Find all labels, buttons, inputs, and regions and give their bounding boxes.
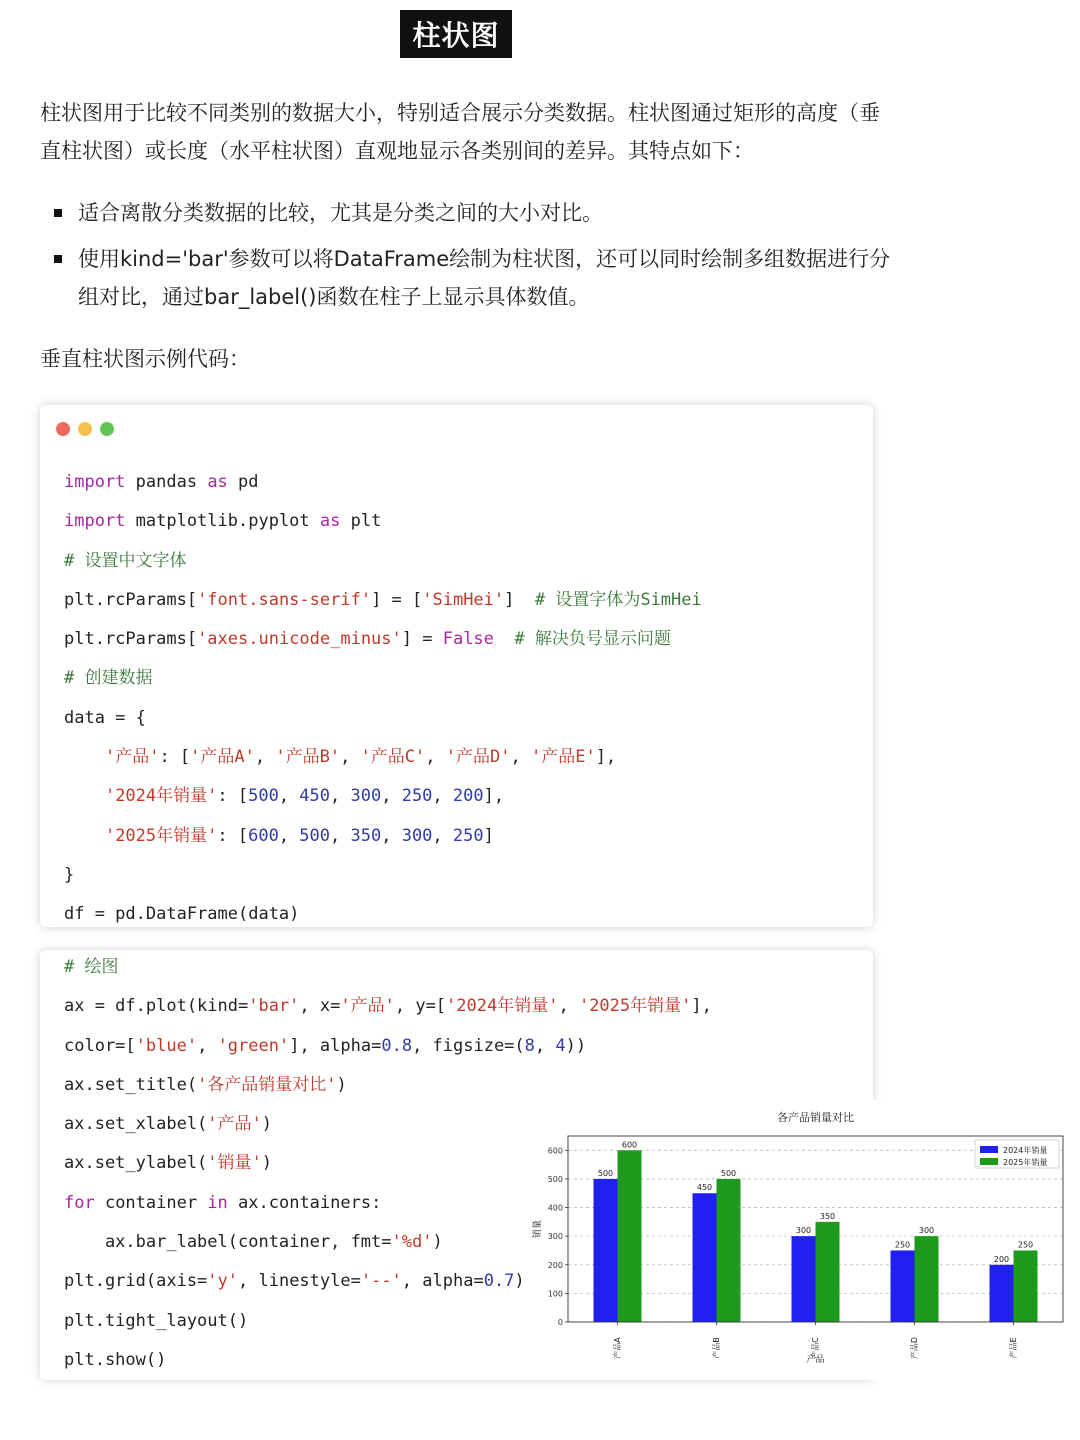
close-dot-icon bbox=[56, 422, 70, 436]
code-token: 'axes.unicode_minus' bbox=[197, 629, 402, 650]
window-controls bbox=[56, 422, 114, 436]
code-token: '产品E' bbox=[530, 747, 596, 768]
code-token: 350 bbox=[350, 825, 382, 846]
list-item bbox=[54, 240, 904, 316]
code-token: ] = [ bbox=[371, 589, 423, 610]
code-token: '产品D' bbox=[445, 747, 511, 768]
x-tick-label: 产品E bbox=[1009, 1337, 1018, 1359]
code-token: data = { bbox=[64, 707, 146, 728]
code-token: False bbox=[442, 629, 494, 650]
bar-value-label: 500 bbox=[720, 1168, 737, 1178]
bar-value-label: 300 bbox=[918, 1226, 935, 1236]
bar-value-label: 500 bbox=[597, 1168, 614, 1178]
bar-chart bbox=[530, 1100, 1075, 1380]
code-token: , x= bbox=[299, 996, 341, 1017]
bar bbox=[717, 1179, 741, 1322]
code-token: : [ bbox=[217, 825, 249, 846]
code-token: , bbox=[278, 786, 300, 807]
code-token bbox=[64, 786, 105, 806]
x-axis-label: 产品 bbox=[806, 1355, 825, 1365]
y-tick-label: 500 bbox=[547, 1174, 563, 1184]
code-token: in bbox=[207, 1192, 228, 1213]
code-token: ] bbox=[483, 825, 494, 846]
code-token: , bbox=[330, 825, 351, 846]
code-token: plt.grid(axis= bbox=[64, 1271, 208, 1292]
bar-value-label: 200 bbox=[993, 1254, 1010, 1264]
code-token: as bbox=[319, 511, 341, 532]
code-token: ], bbox=[595, 747, 617, 768]
legend-swatch bbox=[980, 1146, 998, 1153]
legend-swatch bbox=[980, 1158, 998, 1165]
code-token: , y=[ bbox=[394, 996, 447, 1017]
bar bbox=[594, 1179, 618, 1322]
y-tick-label: 400 bbox=[547, 1203, 563, 1213]
bar bbox=[693, 1193, 717, 1322]
code-line bbox=[64, 1027, 712, 1066]
code-token: '%d' bbox=[391, 1232, 433, 1253]
code-token: 4 bbox=[555, 1035, 566, 1056]
code-token: plt.rcParams[ bbox=[64, 589, 198, 610]
feature-list bbox=[54, 194, 904, 324]
section-subheading: 垂直柱状图示例代码： bbox=[40, 347, 250, 371]
code-token: , bbox=[381, 786, 402, 807]
code-token: 'green' bbox=[217, 1035, 290, 1056]
code-line bbox=[64, 895, 702, 934]
code-line bbox=[64, 463, 702, 502]
code-token: plt.rcParams[ bbox=[64, 629, 198, 650]
code-token: ax.bar_label(container, fmt= bbox=[64, 1232, 392, 1253]
code-token: 'font.sans-serif' bbox=[197, 589, 372, 610]
code-token: 'blue' bbox=[135, 1035, 198, 1056]
code-token: , bbox=[432, 786, 453, 807]
code-line bbox=[64, 542, 702, 581]
code-token: '产品B' bbox=[275, 747, 341, 768]
bar-value-label: 350 bbox=[819, 1211, 836, 1221]
list-item bbox=[54, 194, 904, 232]
y-axis-label: 销量 bbox=[533, 1219, 543, 1239]
code-token: 'SimHei' bbox=[422, 589, 505, 610]
code-token: ] = bbox=[401, 629, 443, 650]
code-token: , bbox=[254, 747, 276, 768]
code-token: ], bbox=[691, 996, 712, 1017]
code-token: , bbox=[534, 1035, 556, 1056]
bar-value-label: 250 bbox=[894, 1240, 911, 1250]
intro-paragraph bbox=[40, 94, 900, 170]
code-token: , bbox=[558, 996, 579, 1017]
y-tick-label: 0 bbox=[557, 1318, 563, 1327]
legend-label: 2025年销量 bbox=[1003, 1158, 1048, 1167]
code-line bbox=[64, 856, 702, 895]
code-token: : [ bbox=[159, 747, 191, 768]
code-token: , bbox=[330, 786, 351, 807]
code-token: 0.7 bbox=[483, 1271, 515, 1292]
code-token: , bbox=[197, 1035, 218, 1056]
code-token: # 解决负号显示问题 bbox=[514, 629, 671, 650]
code-token: 250 bbox=[452, 825, 484, 846]
maximize-dot-icon bbox=[100, 422, 114, 436]
code-token: ) bbox=[261, 1114, 273, 1135]
code-token: container bbox=[94, 1192, 208, 1213]
code-token: '各产品销量对比' bbox=[197, 1074, 337, 1095]
code-token: df = pd.DataFrame(data) bbox=[64, 904, 300, 925]
code-line bbox=[64, 659, 702, 698]
code-token: # 绘图 bbox=[64, 957, 119, 977]
code-token: 500 bbox=[248, 786, 279, 807]
code-token: , figsize=( bbox=[412, 1035, 525, 1056]
code-token: , bbox=[381, 825, 402, 846]
code-token: , bbox=[340, 747, 361, 768]
code-token: matplotlib.pyplot bbox=[125, 511, 320, 532]
code-token: # 设置字体为SimHei bbox=[534, 589, 702, 610]
code-token: , alpha= bbox=[401, 1271, 484, 1292]
code-token: , bbox=[278, 825, 300, 846]
code-token: ax.set_xlabel( bbox=[64, 1114, 208, 1135]
code-token: ax.containers: bbox=[227, 1192, 382, 1213]
code-token bbox=[494, 629, 514, 649]
y-tick-label: 100 bbox=[547, 1289, 563, 1299]
code-token: '产品A' bbox=[190, 747, 255, 768]
bar bbox=[990, 1265, 1014, 1322]
code-token bbox=[64, 747, 105, 767]
code-token: pd bbox=[227, 472, 259, 492]
code-line bbox=[64, 581, 702, 620]
bar bbox=[792, 1236, 816, 1322]
x-tick-label: 产品C bbox=[811, 1337, 820, 1359]
code-token: ] bbox=[504, 589, 535, 610]
code-token: 0.8 bbox=[381, 1035, 413, 1056]
code-token: '产品' bbox=[340, 996, 395, 1017]
bar bbox=[1014, 1250, 1038, 1322]
code-token: , bbox=[425, 747, 446, 768]
bar-value-label: 450 bbox=[696, 1183, 713, 1193]
code-block-1 bbox=[40, 405, 873, 927]
code-token: import bbox=[64, 511, 126, 532]
code-token: 300 bbox=[401, 825, 433, 846]
code-token: ) bbox=[261, 1153, 273, 1174]
code-token: for bbox=[64, 1192, 95, 1213]
code-token: plt.show() bbox=[64, 1349, 167, 1370]
list-item-text: 使用kind='bar'参数可以将DataFrame绘制为柱状图，还可以同时绘制多组数据进行分组对比，通过bar_label()函数在柱子上显示具体数值。 bbox=[78, 247, 891, 309]
code-token: 250 bbox=[401, 786, 433, 807]
code-line bbox=[64, 502, 702, 541]
code-token: : [ bbox=[217, 786, 249, 807]
code-token: color=[ bbox=[64, 1035, 136, 1056]
code-token: 'y' bbox=[207, 1271, 239, 1292]
code-token: ax = df.plot(kind= bbox=[64, 996, 249, 1017]
y-tick-label: 600 bbox=[547, 1146, 563, 1156]
code-token: ) bbox=[514, 1271, 525, 1292]
code-line bbox=[64, 699, 702, 738]
code-token: ax.set_title( bbox=[64, 1074, 198, 1095]
code-token: 600 bbox=[248, 825, 279, 846]
code-token: '产品C' bbox=[360, 747, 426, 768]
code-token bbox=[64, 826, 105, 846]
code-token: , linestyle= bbox=[238, 1271, 361, 1292]
code-token: 300 bbox=[350, 786, 382, 807]
bar bbox=[816, 1222, 840, 1322]
code-token: 450 bbox=[299, 786, 331, 807]
bar bbox=[891, 1250, 915, 1322]
code-line bbox=[64, 948, 712, 987]
x-tick-label: 产品D bbox=[910, 1336, 919, 1360]
legend-label: 2024年销量 bbox=[1003, 1146, 1048, 1155]
code-token: 500 bbox=[299, 825, 331, 846]
code-token: '销量' bbox=[207, 1153, 262, 1174]
code-token: ], bbox=[483, 786, 505, 807]
code-token: '2025年销量' bbox=[578, 996, 692, 1017]
code-token: # 创建数据 bbox=[64, 668, 153, 689]
bar-value-label: 250 bbox=[1017, 1240, 1034, 1250]
code-line bbox=[64, 987, 712, 1026]
code-token: ) bbox=[336, 1074, 347, 1095]
code-token: ) bbox=[432, 1232, 443, 1253]
bar-value-label: 300 bbox=[795, 1226, 812, 1236]
page-title: 柱状图 bbox=[400, 10, 512, 58]
code-token: '2024年销量' bbox=[104, 786, 218, 807]
intro-text: 柱状图用于比较不同类别的数据大小，特别适合展示分类数据。柱状图通过矩形的高度（垂直柱状图）或长度（水平柱状图）直观地显示各类别间的差异。其特点如下： bbox=[40, 101, 880, 163]
code-token: plt.tight_layout() bbox=[64, 1310, 249, 1331]
code-token: '2025年销量' bbox=[104, 825, 218, 846]
code-token: pandas bbox=[125, 472, 208, 492]
code-token: ], alpha= bbox=[289, 1035, 382, 1056]
bar-chart-svg bbox=[530, 1100, 1075, 1380]
code-token: )) bbox=[565, 1035, 587, 1056]
x-tick-label: 产品A bbox=[613, 1337, 622, 1359]
code-token: as bbox=[207, 472, 228, 492]
code-token: , bbox=[510, 747, 531, 768]
bar-value-label: 600 bbox=[621, 1140, 638, 1150]
y-tick-label: 300 bbox=[547, 1232, 563, 1242]
code-token: plt bbox=[340, 511, 382, 532]
code-line bbox=[64, 777, 702, 816]
code-token: ax.set_ylabel( bbox=[64, 1153, 208, 1174]
chart-title: 各产品销量对比 bbox=[777, 1111, 854, 1124]
bar bbox=[915, 1236, 939, 1322]
code-line bbox=[64, 817, 702, 856]
code-token: # 设置中文字体 bbox=[64, 550, 187, 571]
square-bullet-icon bbox=[54, 209, 62, 217]
code-token: 'bar' bbox=[248, 996, 300, 1017]
code-token: 8 bbox=[524, 1035, 535, 1056]
code-token: '产品' bbox=[207, 1114, 262, 1135]
code-token: '--' bbox=[360, 1271, 402, 1292]
code-lines bbox=[64, 463, 702, 935]
code-token: '产品' bbox=[104, 747, 160, 768]
code-line bbox=[64, 620, 702, 659]
minimize-dot-icon bbox=[78, 422, 92, 436]
y-tick-label: 200 bbox=[547, 1260, 563, 1270]
code-token: 200 bbox=[452, 786, 484, 807]
code-line bbox=[64, 738, 702, 777]
bar bbox=[618, 1150, 642, 1322]
list-item-text: 适合离散分类数据的比较，尤其是分类之间的大小对比。 bbox=[78, 201, 603, 225]
code-token: } bbox=[64, 864, 75, 885]
code-token: , bbox=[432, 825, 453, 846]
x-tick-label: 产品B bbox=[712, 1337, 721, 1359]
square-bullet-icon bbox=[54, 255, 62, 263]
code-token: import bbox=[64, 472, 126, 492]
code-token: '2024年销量' bbox=[446, 996, 559, 1017]
